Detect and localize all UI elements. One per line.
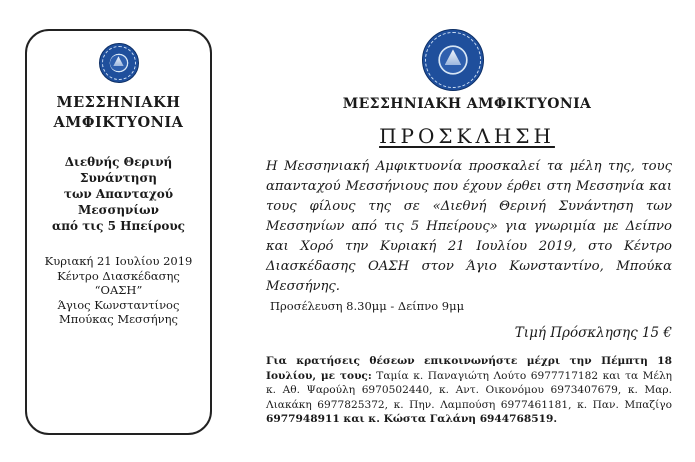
invitation-body: Η Μεσσηνιακή Αμφικτυονία προσκαλεί τα μέλη της, τους απανταχού Μεσσήνιους που έχουν έρθει στη Μεσσηνία και τους φίλους της σε «Διεθνή Θερινή Συνάντηση των Μεσσηνίων από τις 5 Ηπείρους» για γνωριμία με Δείπνο και Χορό την Κυριακή 21 Ιουλίου 2019, στο Κέντρο Διασκέδασης ΟΑΣΗ στον Άγιο Κωνσταντίνο, Μπούκα Μεσσήνης. [266, 159, 672, 294]
stub-event-details: Κυριακή 21 Ιουλίου 2019 Κέντρο Διασκέδασης “ΟΑΣΗ” Άγιος Κωνσταντίνος Μπούκας Μεσσήνης [44, 254, 193, 326]
invitation-main [262, 0, 672, 462]
invitation-heading: ΠΡΟΣΚΛΗΣΗ [379, 124, 555, 148]
invitation-stub [25, 29, 212, 435]
arrival-time: Προσέλευση 8.30μμ - Δείπνο 9μμ [270, 299, 465, 313]
stub-event-name: Διεθνής Θερινή Συνάντηση των Απανταχού Μεσσηνίων από τις 5 Ηπείρους [52, 155, 185, 233]
association-logo-icon [422, 29, 484, 91]
stub-organization-title: ΜΕΣΣΗΝΙΑΚΗ ΑΜΦΙΚΤΥΟΝΙΑ [53, 94, 184, 131]
invitation-price: Τιμή Πρόσκλησης 15 € [514, 325, 672, 341]
association-logo-icon [99, 43, 139, 83]
organization-title: ΜΕΣΣΗΝΙΑΚΗ ΑΜΦΙΚΤΥΟΝΙΑ [342, 96, 592, 112]
reservation-info: Για κρατήσεις θέσεων επικοινωνήστε μέχρι την Πέμπτη 18 Ιουλίου, με τους: Ταμία κ. Παναγιώτη Λούτο 6977717182 και τα Μέλη κ. Αθ. Ψαρούλη 6970502440, κ. Αντ. Οικονόμου 6973407679, κ. Μαρ. Λιακάκη 6977825372, κ. Πην. Λαμπούση 6977461181, κ. Παν. Μπαζίγο 6977948911 και κ. Κώστα Γαλάνη 6944768519. [266, 355, 673, 425]
